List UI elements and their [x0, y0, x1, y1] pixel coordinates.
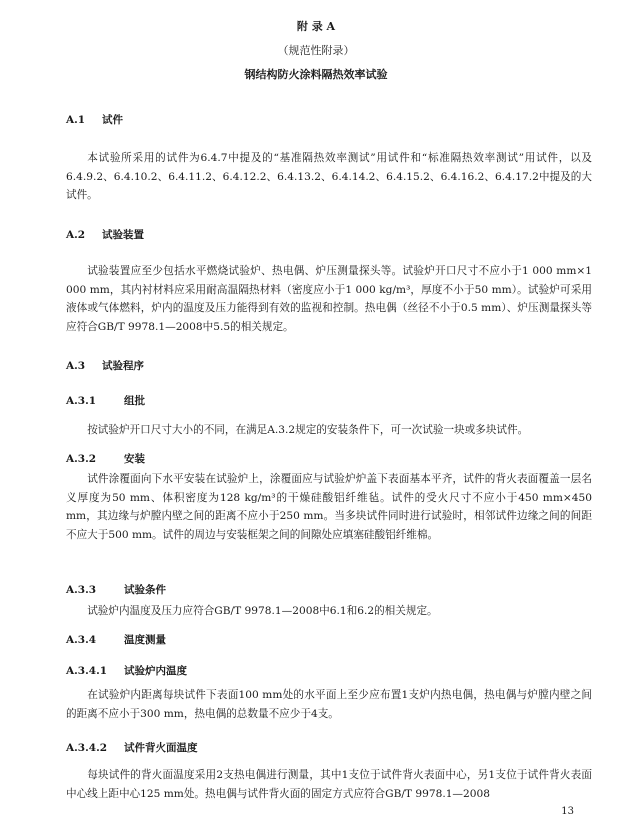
section-number: A.3.2	[66, 453, 97, 465]
section-title: 试验炉内温度	[124, 665, 187, 677]
section-a32-heading	[66, 452, 145, 466]
section-a2-body: 试验装置应至少包括水平燃烧试验炉、热电偶、炉压测量探头等。试验炉开口尺寸不应小于1 000 mm×1 000 mm，其内衬材料应采用耐高温隔热材料（密度应小于1 000 kg/m³，厚度不小于50 mm）。试验炉可采用液体或气体燃料，炉内的温度及压力能得到有效的监视和控制。热电偶（丝径不小于0.5 mm）、炉压测量探头等应符合GB/T 9978.1—2008中5.5的相关规定。	[66, 265, 592, 333]
section-title: 试件	[102, 114, 123, 126]
section-a33-heading	[66, 583, 166, 597]
section-a1-body: 本试验所采用的试件为6.4.7中提及的“基准隔热效率测试”用试件和“标准隔热效率测试”用试件，以及6.4.9.2、6.4.10.2、6.4.11.2、6.4.12.2、6.4.13.2、6.4.14.2、6.4.15.2、6.4.16.2、6.4.17.2中提及的大试件。	[66, 152, 592, 201]
section-title: 试验装置	[102, 229, 144, 241]
section-a33-body: 试验炉内温度及压力应符合GB/T 9978.1—2008中6.1和6.2的相关规定。	[87, 605, 438, 617]
section-title: 试件背火面温度	[124, 742, 198, 754]
section-a341-heading	[66, 664, 187, 678]
section-a341-body: 在试验炉内距离每块试件下表面100 mm处的水平面上至少应布置1支炉内热电偶，热电偶与炉膛内壁之间的距离不应小于300 mm，热电偶的总数量不应少于4支。	[66, 689, 592, 720]
appendix-type: （规范性附录）	[277, 44, 355, 57]
section-a342-heading	[66, 741, 198, 755]
section-number: A.1	[66, 114, 86, 126]
section-a1-heading	[66, 113, 123, 127]
section-number: A.3.4.1	[66, 665, 108, 677]
section-a31-body: 按试验炉开口尺寸大小的不同，在满足A.3.2规定的安装条件下，可一次试验一块或多块试件。	[87, 424, 529, 436]
section-title: 试验条件	[124, 584, 166, 596]
section-title: 安装	[124, 453, 145, 465]
section-a32-body: 试件涂覆面向下水平安装在试验炉上，涂覆面应与试验炉炉盖下表面基本平齐，试件的背火表面覆盖一层名义厚度为50 mm、体积密度为128 kg/m³的干燥硅酸铝纤维毡。试件的受火尺寸不应小于450 mm×450 mm，其边缘与炉膛内壁之间的距离不应小于250 mm。当多块试件同时进行试验时，相邻试件边缘之间的间距不应大于500 mm。试件的周边与安装框架之间的间隙处应填塞硅酸铝纤维棉。	[66, 473, 592, 541]
section-a34-heading	[66, 633, 166, 647]
section-title: 试验程序	[102, 360, 144, 372]
section-a31-heading	[66, 394, 145, 408]
section-number: A.3	[66, 360, 86, 372]
section-a3-heading	[66, 359, 144, 373]
appendix-label: 附 录 A	[296, 20, 336, 33]
section-number: A.3.3	[66, 584, 97, 596]
section-number: A.3.1	[66, 395, 97, 407]
section-number: A.3.4.2	[66, 742, 108, 754]
section-number: A.2	[66, 229, 86, 241]
section-a2-heading	[66, 228, 144, 242]
section-title: 组批	[124, 395, 145, 407]
section-title: 温度测量	[124, 634, 166, 646]
appendix-title: 钢结构防火涂料隔热效率试验	[244, 68, 388, 81]
page-number: 13	[561, 806, 574, 817]
section-number: A.3.4	[66, 634, 97, 646]
section-a342-body: 每块试件的背火面温度采用2支热电偶进行测量，其中1支位于试件背火表面中心，另1支位于试件背火表面中心线上距中心125 mm处。热电偶与试件背火面的固定方式应符合GB/T 9978.1—2008	[66, 769, 592, 800]
